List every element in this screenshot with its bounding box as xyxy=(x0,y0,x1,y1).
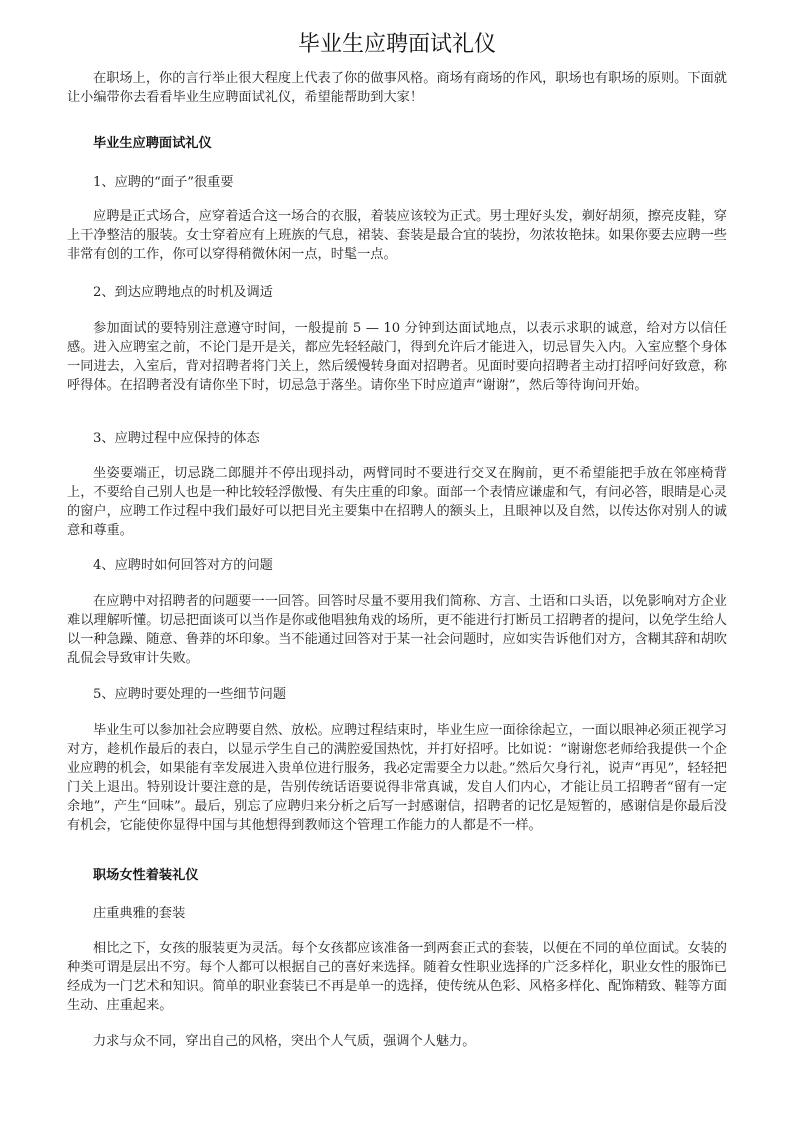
section-heading-interview-etiquette: 毕业生应聘面试礼仪 xyxy=(93,136,212,151)
paragraph-1: 应聘是正式场合，应穿着适合这一场合的衣服，着装应该较为正式。男士理好头发，剃好胡须，擦亮皮鞋，穿上干净整洁的服装。女士穿着应有上班族的气息，裙装、套装是最合宜的装扮，勿浓妆艳抹。如果你要去应聘一些非常有创的工作，你可以穿得稍微休闲一点，时髦一点。 xyxy=(67,209,727,262)
paragraph-2: 参加面试的要特别注意遵守时间，一般提前 5 — 10 分钟到达面试地点，以表示求职的诚意，给对方以信任感。进入应聘室之前，不论门是开是关，都应先轻轻敲门，得到允许后才能进入，切忌冒失入内。入室应整个身体一同进去，入室后，背对招聘者将门关上，然后缓慢转身面对招聘者。见面时要向招聘者主动打招呼问好致意，称呼得体。在招聘者没有请你坐下时，切忌急于落坐。请你坐下时应道声“谢谢”，然后等待询问开始。 xyxy=(67,321,727,393)
paragraph-6: 相比之下，女孩的服装更为灵活。每个女孩都应该准备一到两套正式的套装，以便在不同的单位面试。女装的种类可谓是层出不穷。每个人都可以根据自己的喜好来选择。随着女性职业选择的广泛多样化，职业女性的服饰已经成为一门艺术和知识。简单的职业套装已不再是单一的选择，使传统从色彩、风格多样化、配饰精致、鞋等方面生动、庄重起来。 xyxy=(67,941,727,1013)
intro-paragraph: 在职场上，你的言行举止很大程度上代表了你的做事风格。商场有商场的作风，职场也有职场的原则。下面就让小编带你去看看毕业生应聘面试礼仪，希望能帮助到大家！ xyxy=(67,71,727,105)
paragraph-5: 毕业生可以参加社会应聘要自然、放松。应聘过程结束时，毕业生应一面徐徐起立，一面以眼神必须正视学习对方，趁机作最后的表白，以显示学生自己的满腔爱国热忱，并打好招呼。比如说：“谢谢您老师给我提供一个企业应聘的机会，如果能有幸发展进入贵单位进行服务，我必定需要全力以赴。”然后欠身行礼，说声“再见”，轻轻把门关上退出。特别设计要注意的是，告别传统话语要说得非常真诚，发自人们内心，才能让员工招聘者“留有一定余地”，产生“回味”。最后，别忘了应聘归来分析之后写一封感谢信，招聘者的记忆是短暂的，感谢信是你最后没有机会，它能使你显得中国与其他想得到教师这个管理工作能力的人都是不一样。 xyxy=(67,723,727,833)
document-title: 毕业生应聘面试礼仪 xyxy=(297,32,496,57)
paragraph-4: 在应聘中对招聘者的问题要一一回答。回答时尽量不要用我们简称、方言、土语和口头语，以免影响对方企业难以理解听懂。切忌把面谈可以当作是你或他唱独角戏的场所，更不能进行打断员工招聘者的提问，以免学生给人以一种急躁、随意、鲁莽的坏印象。当不能通过回答对于某一社会问题时，应如实告诉他们对方，含糊其辞和胡吹乱侃会导致审计失败。 xyxy=(67,594,727,666)
section-heading-women-dress: 职场女性着装礼仪 xyxy=(93,868,199,883)
subheading-3: 3、应聘过程中应保持的体态 xyxy=(93,431,260,446)
subheading-4: 4、应聘时如何回答对方的问题 xyxy=(93,558,273,573)
subheading-1: 1、应聘的“面子”很重要 xyxy=(93,175,234,190)
subheading-suit: 庄重典雅的套装 xyxy=(93,906,186,921)
subheading-5: 5、应聘时要处理的一些细节问题 xyxy=(93,687,287,702)
subheading-2: 2、到达应聘地点的时机及调适 xyxy=(93,285,273,300)
paragraph-3: 坐姿要端正，切忌跷二郎腿并不停出现抖动，两臂同时不要进行交叉在胸前，更不希望能把手放在邻座椅背上，不要给自己别人也是一种比较轻浮傲慢、有失庄重的印象。面部一个表情应谦虚和气，有问必答，眼睛是心灵的窗户，应聘工作过程中我们最好可以把目光主要集中在招聘人的额头上，且眼神以及自然，以传达你对别人的诚意和尊重。 xyxy=(67,466,727,538)
paragraph-7: 力求与众不同，穿出自己的风格，突出个人气质，强调个人魅力。 xyxy=(93,1034,476,1049)
